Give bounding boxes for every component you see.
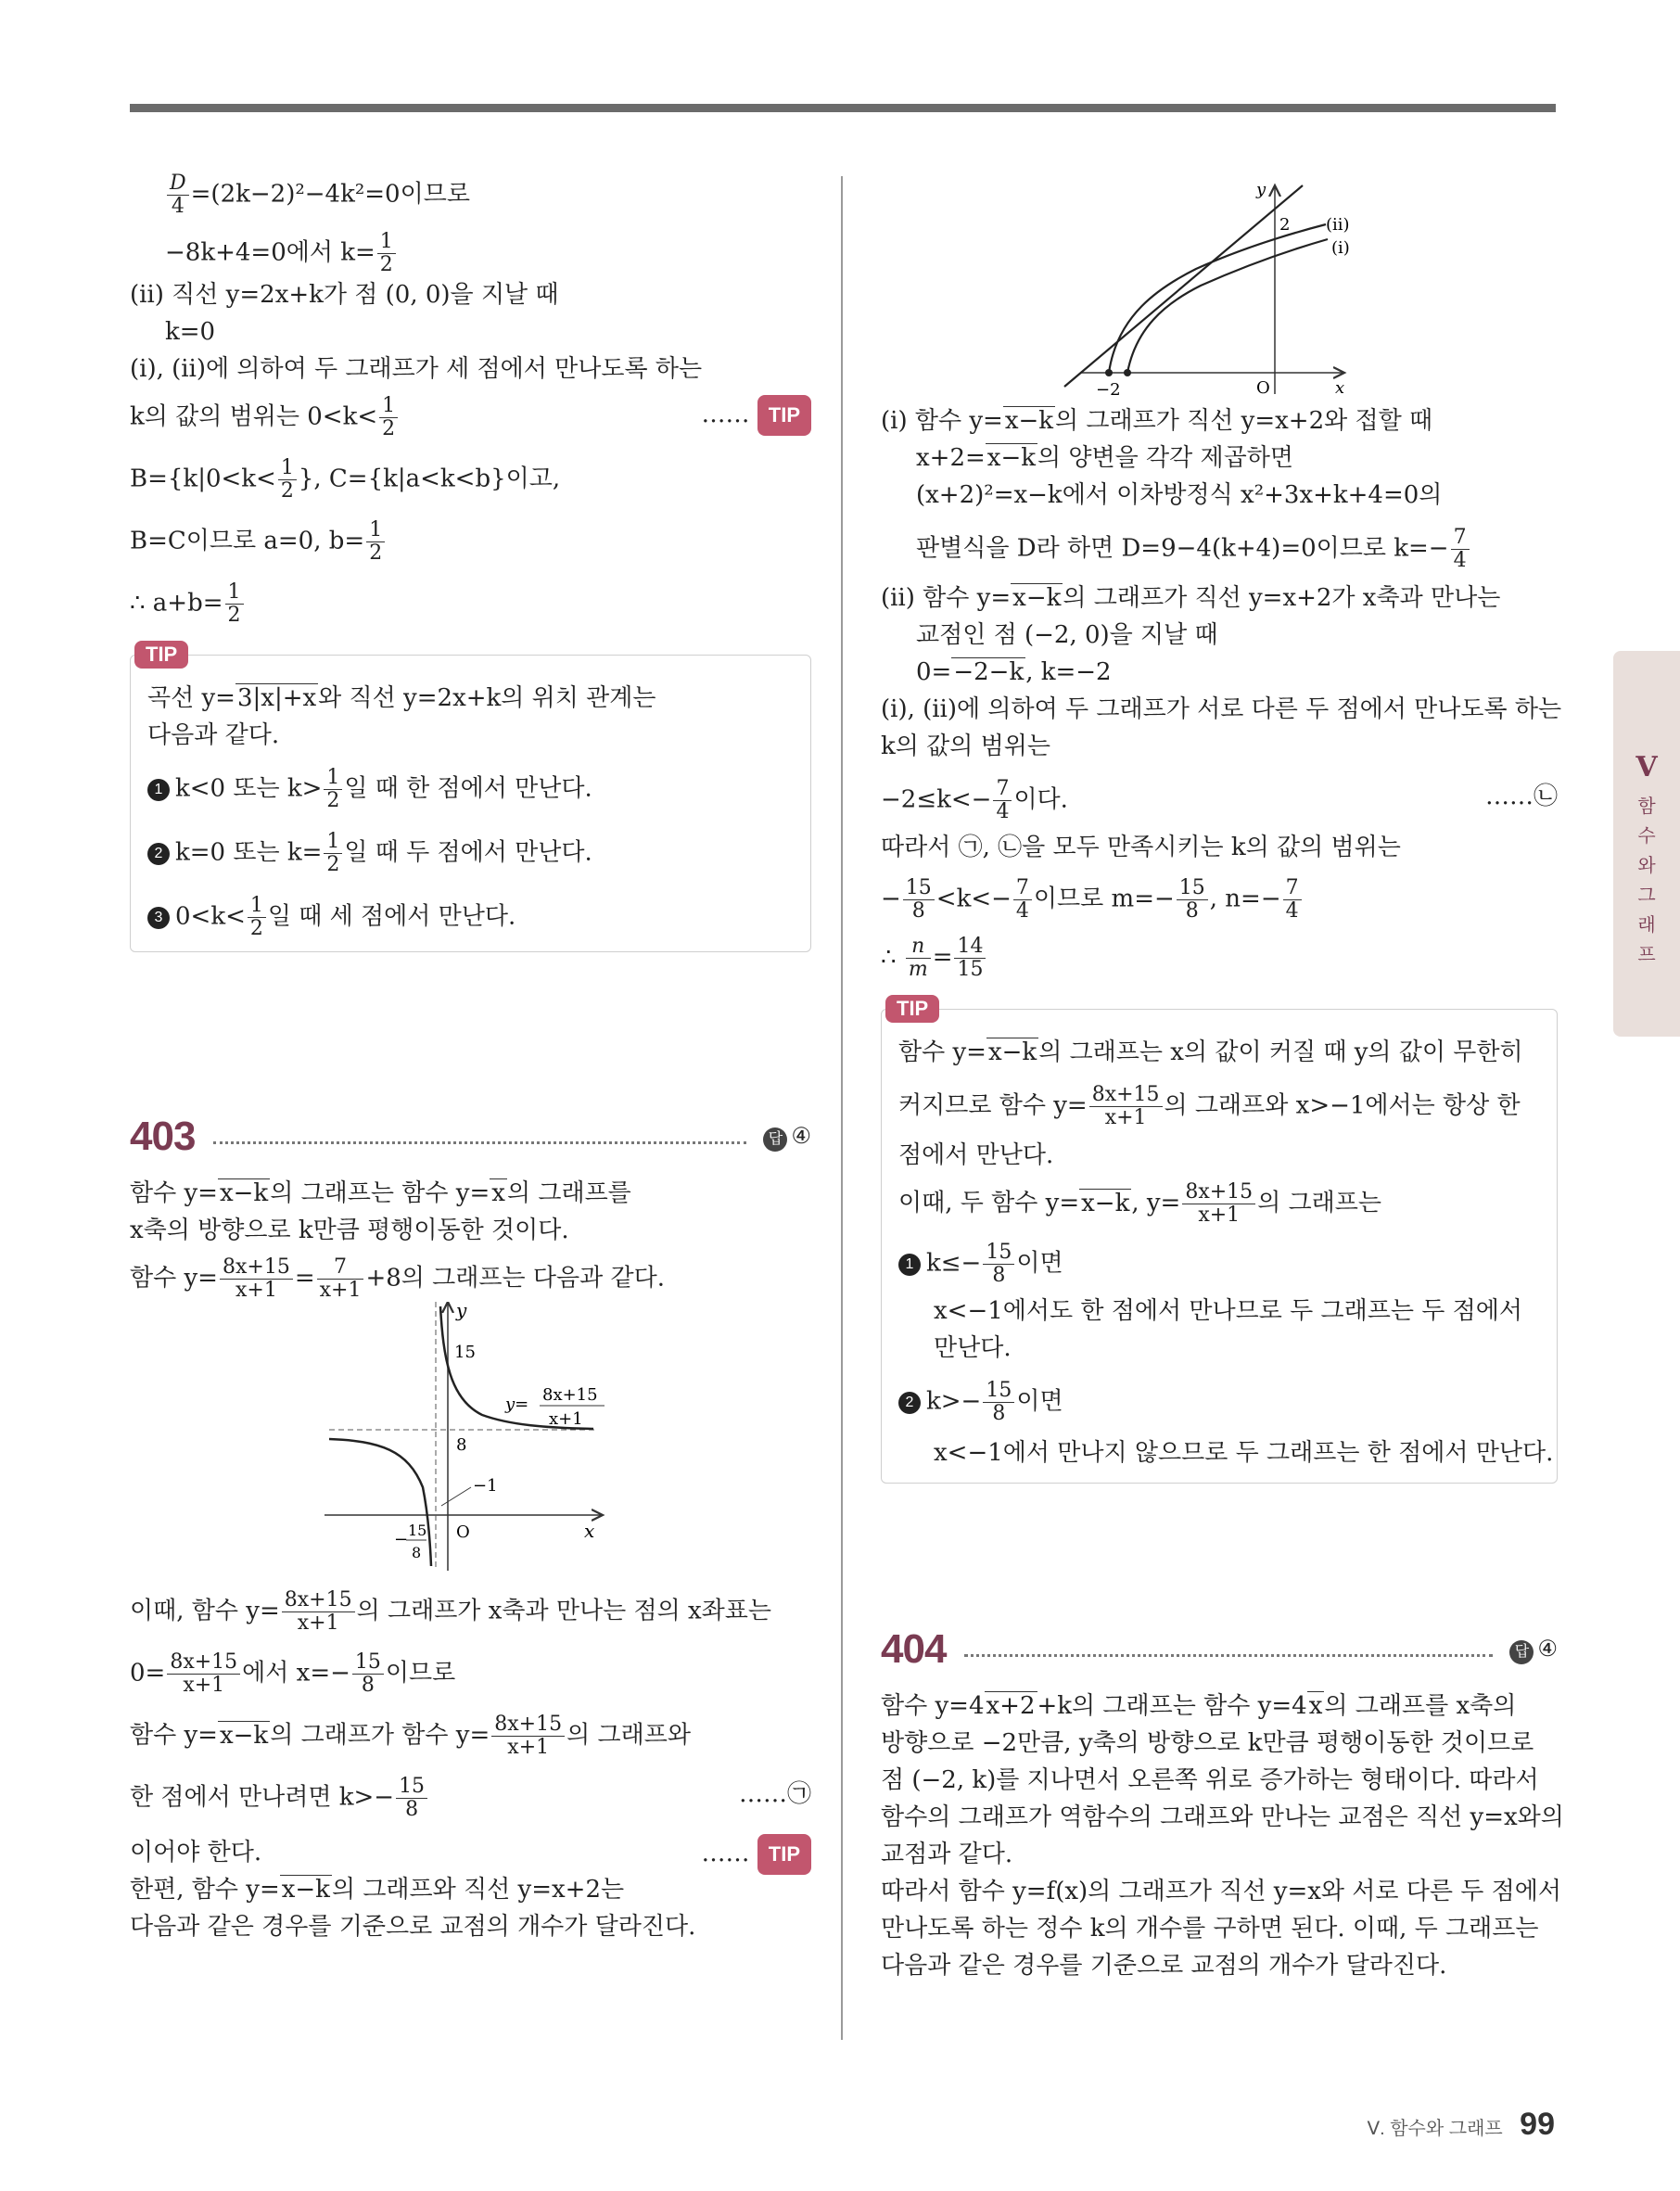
tip-case-1: 1 k<0 또는 k> $\frac{1}{2}$ 일 때 한 점에서 만난다. [147, 767, 794, 812]
svg-text:15: 15 [408, 1522, 427, 1539]
tip-case-2: 2 k=0 또는 k= $\frac{1}{2}$ 일 때 두 점에서 만난다. [147, 831, 794, 876]
svg-text:x: x [1335, 378, 1345, 398]
problem-number: 403 [130, 1114, 196, 1159]
k-range-line: k의 값의 범위는 0<k< $\frac{1}{2}$ …… TIP [130, 395, 811, 440]
right-column: y 2 O x −2 (ⅱ) (ⅰ) (ⅰ) 함수 y=x−k의 그래프가 직선 y=x+2와 접할 때 x+2=x−k의 양변을 각각 제곱하면 (x+2)²=x−k에서 이차방정식 x²+3x+k+4=0의 판별식을 D라 하면 D=9−4(k+4)=0이므로 k=− $\frac{7}{4}$ (ⅱ) 함수 y=x−k의 그래프가 직선 y=x+2가 x축과 만나는 교점인 점 (−2, 0)을 지날 때 0=−2−k, k=−2 (ⅰ), (ⅱ)에 의하여 두 그래프가 서로 다른 두 점에서 만나도록 하는 k의 값의 범위는 −2≤k<− $\frac{7}{4}$ 이다. ……㉡ 따라서 ㉠, ㉡을 모두 만족시키는 k의 값의 범위는 − $\frac{15}{8}$ <k<− $\frac{7}{4}$ 이므로 m=− $\frac{15}{8}$ , n=− $\frac{7}{4}$ ∴ $\frac{n}{m}$ = $\frac{14}{15}$ TIP 함수 y=x−k의 그래프는 x의 값이 커질 때 y의 값이 무한히 커지므로 함수 y= $\frac{8x+15}{x+1}$ 의 그래프와 x>−1에서는 항상 한 점에서 만난다. 이때, 두 함수 y=x−k, y= $\frac{8x+15}{x+1}$ 의 그래프는 1 k≤− $\frac{15}{8}$ 이면 x<−1에서도 한 점에서 만나므로 두 그래프는 두 점에서 만난다. 2 k>− $\frac{15}{8}$ 이면 x<−1에서 만나지 않으므로 두 그래프는 한 점에서 만난다. 404 답 ④ 함수 y=4x+2+k의 그래프는 함수 y=4x의 그래프를 x축의 방향으로 −2만큼, y축의 방향으로 k만큼 평행이동한 것이므로 점 (−2, k)를 지나면서 오른쪽 위로 증가하는 형태이다. 따라서 함수의 그래프가 역함수의 그래프와 만나는 교점은 직선 y=x와의 교점과 같다. 따라서 함수 y=f(x)의 그래프가 직선 y=x와 서로 다른 두 점에서 만나도록 하는 정수 k의 개수를 구하면 된다. 이때, 두 그래프는 다음과 같은 경우를 기준으로 교점의 개수가 달라진다. [881, 167, 1558, 1984]
svg-text:(ⅰ): (ⅰ) [1331, 238, 1350, 258]
top-rule [130, 104, 1556, 112]
tip-case-2: 2 k>− $\frac{15}{8}$ 이면 [898, 1380, 1540, 1425]
p403-line3: 함수 y= $\frac{8x+15}{x+1}$ = $\frac{7}{x+1}$ +8의 그래프는 다음과 같다. [130, 1255, 666, 1302]
p403-xint: 이때, 함수 y= $\frac{8x+15}{x+1}$ 의 그래프가 x축과 만나는 점의 x좌표는 [130, 1588, 771, 1635]
tip-badge: TIP [757, 1834, 811, 1875]
svg-text:8x+15: 8x+15 [542, 1385, 598, 1405]
svg-text:y: y [456, 1302, 467, 1321]
tip-case-1: 1 k≤− $\frac{15}{8}$ 이면 [898, 1242, 1540, 1287]
problem-404-header [881, 1623, 1558, 1688]
svg-text:2: 2 [1279, 215, 1291, 235]
page-number: 99 [1520, 2107, 1555, 2142]
svg-text:(ⅱ): (ⅱ) [1326, 215, 1350, 235]
sum-result: ∴ a+b= $\frac{1}{2}$ [130, 581, 811, 627]
hyperbola-graph [130, 1302, 811, 1580]
case-ii: (ⅱ) 직선 y=2x+k가 점 (0, 0)을 지날 때 [130, 281, 559, 309]
tip-badge: TIP [757, 395, 811, 436]
svg-text:x: x [584, 1520, 595, 1542]
page-footer [1367, 2107, 1555, 2143]
svg-text:8: 8 [456, 1435, 467, 1455]
line-i-ii [1064, 185, 1303, 387]
eq-k-half: −8k+4=0에서 k= $\frac{1}{2}$ [130, 231, 811, 276]
chapter-side-tab: V 함 수 와 그 래 프 [1613, 651, 1680, 1037]
case-ii-right: (ⅱ) 함수 y=x−k의 그래프가 직선 y=x+2가 x축과 만나는 [881, 584, 1501, 612]
column-divider [841, 176, 843, 2040]
svg-text:−2: −2 [1096, 380, 1121, 399]
tip-text: 곡선 y=3|x|+x와 직선 y=2x+k의 위치 관계는 [147, 684, 656, 712]
tip-box-right: TIP 함수 y=x−k의 그래프는 x의 값이 커질 때 y의 값이 무한히 커지므로 함수 y= $\frac{8x+15}{x+1}$ 의 그래프와 x>−1에서는 항상 한 점에서 만난다. 이때, 두 함수 y=x−k, y= $\frac{8x+15}{x+1}$ 의 그래프는 1 k≤− $\frac{15}{8}$ 이면 x<−1에서도 한 점에서 만나므로 두 그래프는 두 점에서 만난다. 2 k>− $\frac{15}{8}$ 이면 x<−1에서 만나지 않으므로 두 그래프는 한 점에서 만난다. [881, 1009, 1558, 1484]
k-zero: k=0 [165, 318, 216, 346]
svg-text:15: 15 [454, 1343, 476, 1362]
svg-text:8: 8 [412, 1544, 422, 1561]
combine-line: (ⅰ), (ⅱ)에 의하여 두 그래프가 세 점에서 만나도록 하는 [130, 355, 703, 383]
sqrt-line-graph [881, 167, 1558, 399]
svg-text:y: y [1256, 180, 1266, 199]
set-definition: B={k|0<k< $\frac{1}{2}$ }, C={k|a<k<b}이고, [130, 456, 561, 503]
left-column: $\frac{D}{4}$ =(2k−2)²−4k²=0이므로 −8k+4=0에서 k= $\frac{1}{2}$ (ⅱ) 직선 y=2x+k가 점 (0, 0)을 지날 때 k=0 (ⅰ), (ⅱ)에 의하여 두 그래프가 세 점에서 만나도록 하는 k의 값의 범위는 0<k< $\frac{1}{2}$ …… TIP B={k|0<k< $\frac{1}{2}$ }, C={k|a<k<b}이고, B=C이므로 a=0, b= $\frac{1}{2}$ ∴ a+b= $\frac{1}{2}$ TIP 곡선 y=3|x|+x와 직선 y=2x+k의 위치 관계는 다음과 같다. 1 k<0 또는 k> $\frac{1}{2}$ 일 때 한 점에서 만난다. 2 k=0 또는 k= $\frac{1}{2}$ 일 때 두 점에서 만난다. 3 0<k< $\frac{1}{2}$ 일 때 세 점에서 만난다. 403 답 ④ 함수 y=x−k의 그래프는 함수 y=x의 그래프를 x축의 방향으로 k만큼 평행이동한 것이다. 함수 y= $\frac{8x+15}{x+1}$ = $\frac{7}{x+1}$ +8의 그래프는 다음과 같다. y 15 8 O x −1 y= 8x+15 x+1 − 15 8 이때, 함수 y= $\frac{8x+15}{x+1}$ 의 그래프가 x축과 만나는 점의 x좌표는 0= $\frac{8x+15}{x+1}$ 에서 x=− $\frac{15}{8}$ 이므로 함수 y=x−k의 그래프가 함수 y= $\frac{8x+15}{x+1}$ 의 그래프와 한 점에서 만나려면 k>− $\frac{15}{8}$ ……㉠ 이어야 한다. …… TIP 한편, 함수 y=x−k의 그래프와 직선 y=x+2는 다음과 같은 경우를 기준으로 교점의 개수가 달라진다. [130, 172, 811, 1941]
eq-discriminant: $\frac{D}{4}$ =(2k−2)²−4k²=0이므로 [130, 172, 811, 218]
answer: 답 ④ [1509, 1636, 1558, 1664]
tip-badge: TIP [134, 641, 188, 669]
svg-text:y=: y= [505, 1395, 529, 1414]
svg-text:O: O [456, 1522, 470, 1542]
svg-text:x+1: x+1 [549, 1409, 583, 1429]
svg-text:−: − [394, 1530, 409, 1549]
tip-box-left: TIP 곡선 y=3|x|+x와 직선 y=2x+k의 위치 관계는 다음과 같다. 1 k<0 또는 k> $\frac{1}{2}$ 일 때 한 점에서 만난다. 2 k=0 또는 k= $\frac{1}{2}$ 일 때 두 점에서 만난다. 3 0<k< $\frac{1}{2}$ 일 때 세 점에서 만난다. [130, 655, 811, 952]
answer: 답 ④ [763, 1123, 811, 1152]
problem-number: 404 [881, 1626, 947, 1672]
tip-case-3: 3 0<k< $\frac{1}{2}$ 일 때 세 점에서 만난다. [147, 895, 794, 940]
curve-i [1127, 239, 1328, 373]
tip-badge: TIP [885, 995, 939, 1023]
b-equals-c: B=C이므로 a=0, b= $\frac{1}{2}$ [130, 519, 811, 565]
svg-text:O: O [1256, 378, 1270, 398]
curve-ii [1109, 224, 1326, 373]
problem-403-header [130, 1110, 811, 1175]
p403-line1: 함수 y=x−k의 그래프는 함수 y=x의 그래프를 [130, 1179, 631, 1207]
case-i: (ⅰ) 함수 y=x−k의 그래프가 직선 y=x+2와 접할 때 [881, 407, 1433, 435]
chapter-label: Ⅴ. 함수와 그래프 [1367, 2119, 1503, 2139]
svg-text:−1: −1 [473, 1476, 498, 1496]
